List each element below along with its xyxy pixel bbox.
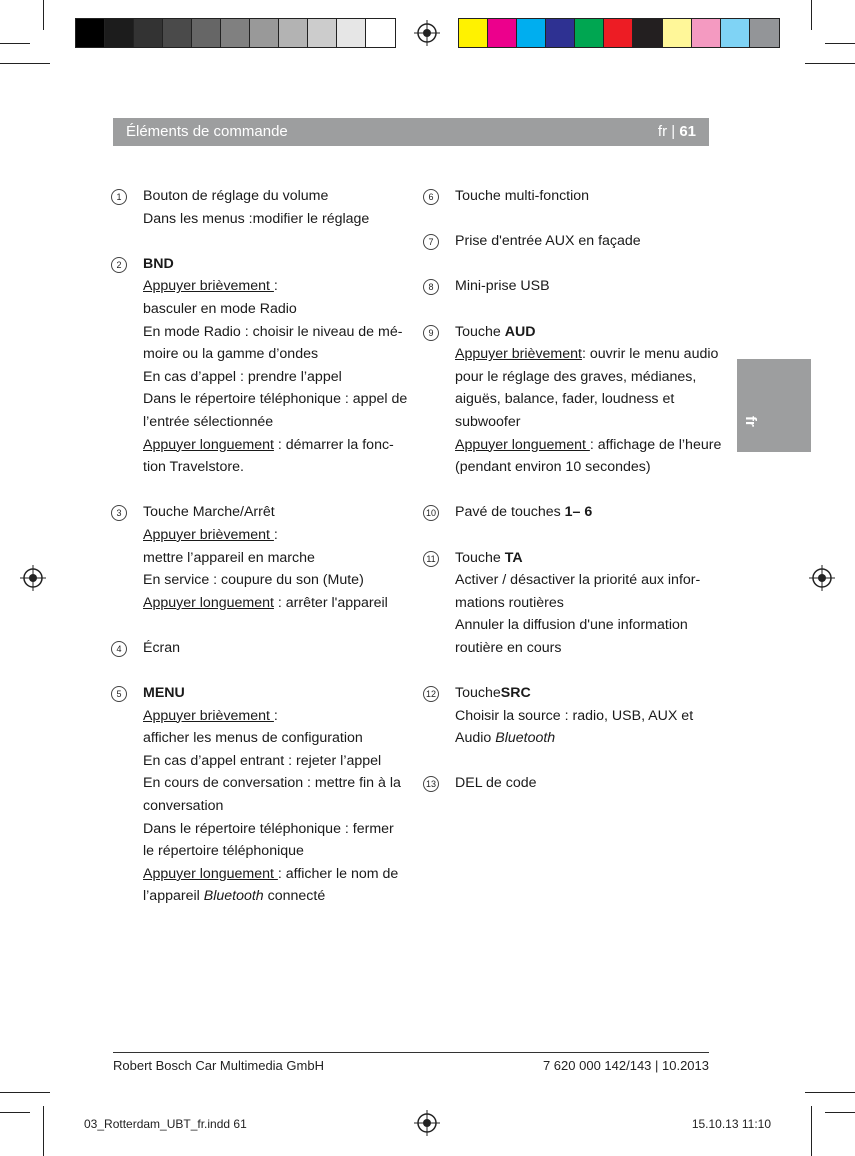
page-number: fr | 61 xyxy=(657,123,696,140)
list-item: 2 BND Appuyer brièvement : basculer en mode Radio En mode Radio : choisir le niveau de mé- moire ou la gamme d’ondes En cas d’appel : prendre l’appel Dans le répertoire téléphonique : appel de l’entrée sélectionnée Appuyer longuement : démarrer la fonc- tion Travelstore. xyxy=(110,253,400,479)
list-item: 6 Touche multi-fonction xyxy=(422,185,712,208)
item-title: BND xyxy=(143,255,174,272)
color-swatch xyxy=(575,19,604,47)
item-number: 2 xyxy=(111,257,127,273)
color-swatch xyxy=(250,19,279,47)
item-number: 1 xyxy=(111,189,127,205)
item-title: AUD xyxy=(504,323,536,340)
color-swatch xyxy=(76,19,105,47)
list-item: 3 Touche Marche/Arrêt Appuyer brièvement : mettre l’appareil en marche En service : coupure du son (Mute) Appuyer longuement : arrêter l'appareil xyxy=(110,501,400,614)
language-tab xyxy=(737,359,811,452)
item-number: 4 xyxy=(111,641,127,657)
list-item: 1 Bouton de réglage du volume Dans les menus :modifier le réglage xyxy=(110,185,400,230)
color-scale-bar xyxy=(458,18,780,48)
list-item: 8 Mini-prise USB xyxy=(422,275,712,298)
list-item: 7 Prise d'entrée AUX en façade xyxy=(422,230,712,253)
list-item: 11 Touche TA Activer / désactiver la priorité aux infor- mations routières Annuler la diffusion d'une information routière en cours xyxy=(422,547,712,660)
item-number: 9 xyxy=(423,325,439,341)
color-swatch xyxy=(279,19,308,47)
color-swatch xyxy=(517,19,546,47)
slug-date: 15.10.13 11:10 xyxy=(691,1117,771,1131)
item-number: 7 xyxy=(423,234,439,250)
item-number: 3 xyxy=(111,505,127,521)
item-number: 8 xyxy=(423,279,439,295)
item-number: 12 xyxy=(423,686,439,702)
color-swatch xyxy=(604,19,633,47)
footer-reference: 7 620 000 142/143 | 10.2013 xyxy=(542,1058,709,1073)
color-swatch xyxy=(488,19,517,47)
item-number: 6 xyxy=(423,189,439,205)
color-swatch xyxy=(366,19,395,47)
item-number: 13 xyxy=(423,776,439,792)
right-column xyxy=(422,185,722,818)
color-swatch xyxy=(105,19,134,47)
color-swatch xyxy=(221,19,250,47)
registration-mark-icon xyxy=(809,565,835,591)
list-item: 10 Pavé de touches 1– 6 xyxy=(422,501,712,524)
item-number: 10 xyxy=(423,505,439,521)
list-item: 12 ToucheSRC Choisir la source : radio, USB, AUX et Audio Bluetooth xyxy=(422,682,712,750)
color-swatch xyxy=(163,19,192,47)
list-item: 5 MENU Appuyer brièvement : afficher les menus de configuration En cas d’appel entrant : rejeter l’appel En cours de conversation : mettre fin à la conversation Dans le répertoire téléphonique : fermer le répertoire téléphonique Appuyer longuement : afficher le nom de l’appareil Bluetooth connecté xyxy=(110,682,400,908)
color-swatch xyxy=(633,19,662,47)
color-swatch xyxy=(546,19,575,47)
list-item: 13 DEL de code xyxy=(422,772,712,795)
color-swatch xyxy=(721,19,750,47)
footer-rule xyxy=(113,1052,709,1053)
language-tab-label: fr xyxy=(742,416,759,427)
registration-mark-icon xyxy=(20,565,46,591)
registration-mark-icon xyxy=(414,20,440,46)
footer-company: Robert Bosch Car Multimedia GmbH xyxy=(113,1058,324,1073)
item-title: MENU xyxy=(143,685,185,702)
item-title: SRC xyxy=(500,685,531,702)
list-item: 4 Écran xyxy=(110,637,400,660)
item-number: 11 xyxy=(423,551,439,567)
color-swatch xyxy=(337,19,366,47)
color-swatch xyxy=(459,19,488,47)
color-swatch xyxy=(750,19,779,47)
list-item: 9 Touche AUD Appuyer brièvement: ouvrir le menu audio pour le réglage des graves, médianes, aiguës, balance, fader, loudness et subwoofer Appuyer longuement : affichage de l’heure (pendant environ 10 secondes) xyxy=(422,321,712,479)
left-column xyxy=(110,185,408,931)
slug-filename: 03_Rotterdam_UBT_fr.indd 61 xyxy=(84,1117,247,1131)
color-swatch xyxy=(663,19,692,47)
color-swatch xyxy=(692,19,721,47)
registration-mark-icon xyxy=(414,1110,440,1136)
item-number: 5 xyxy=(111,686,127,702)
item-title: TA xyxy=(504,549,523,566)
gray-scale-bar xyxy=(75,18,396,48)
section-title: Éléments de commande xyxy=(126,123,288,140)
color-swatch xyxy=(134,19,163,47)
color-swatch xyxy=(192,19,221,47)
color-swatch xyxy=(308,19,337,47)
section-header xyxy=(113,118,709,146)
